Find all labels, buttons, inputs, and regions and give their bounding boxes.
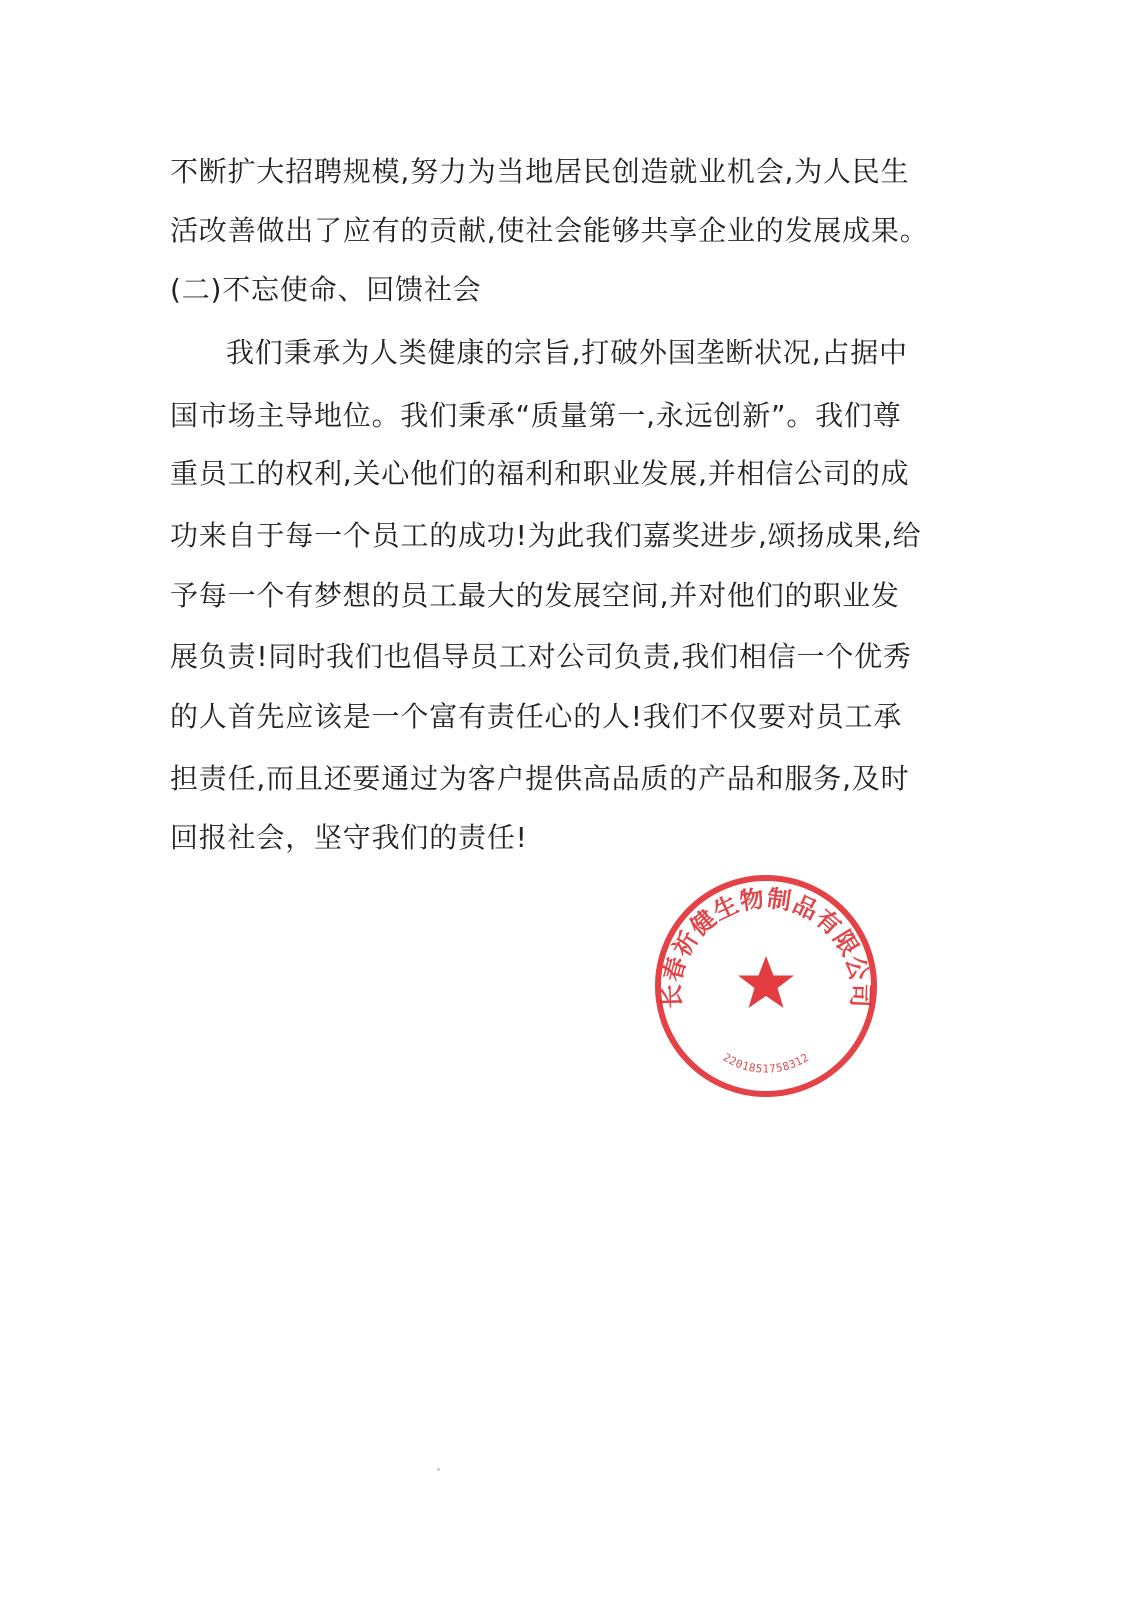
text-line: 重员工的权利,关心他们的福利和职业发展,并相信公司的成 bbox=[170, 457, 910, 490]
section-heading: (二)不忘使命、回馈社会 bbox=[170, 273, 482, 306]
text-line: 展负责!同时我们也倡导员工对公司负责,我们相信一个优秀 bbox=[170, 640, 912, 673]
text-line: 予每一个有梦想的员工最大的发展空间,并对他们的职业发 bbox=[170, 579, 900, 612]
scan-dot bbox=[437, 1468, 440, 1471]
text-line: 活改善做出了应有的贡献,使社会能够共享企业的发展成果。 bbox=[170, 214, 929, 247]
paragraph-first-line: 我们秉承为人类健康的宗旨,打破外国垄断状况,占据中 bbox=[226, 336, 908, 369]
text-line: 担责任,而且还要通过为客户提供高品质的产品和服务,及时 bbox=[170, 762, 910, 795]
star-icon bbox=[738, 956, 794, 1008]
text-line: 的人首先应该是一个富有责任心的人!我们不仅要对员工承 bbox=[170, 700, 903, 733]
text-line: 功来自于每一个员工的成功!为此我们嘉奖进步,颂扬成果,给 bbox=[170, 519, 922, 552]
text-line: 回报社会，坚守我们的责任! bbox=[170, 821, 528, 854]
text-line: 国市场主导地位。我们秉承“质量第一,永远创新”。我们尊 bbox=[170, 399, 902, 432]
company-seal bbox=[652, 872, 880, 1100]
text-line: 不断扩大招聘规模,努力为当地居民创造就业机会,为人民生 bbox=[170, 155, 910, 188]
seal-company-name: 长春祈健生物制品有限公司 bbox=[657, 884, 875, 1009]
seal-code: 2201851758312 bbox=[720, 1050, 812, 1076]
